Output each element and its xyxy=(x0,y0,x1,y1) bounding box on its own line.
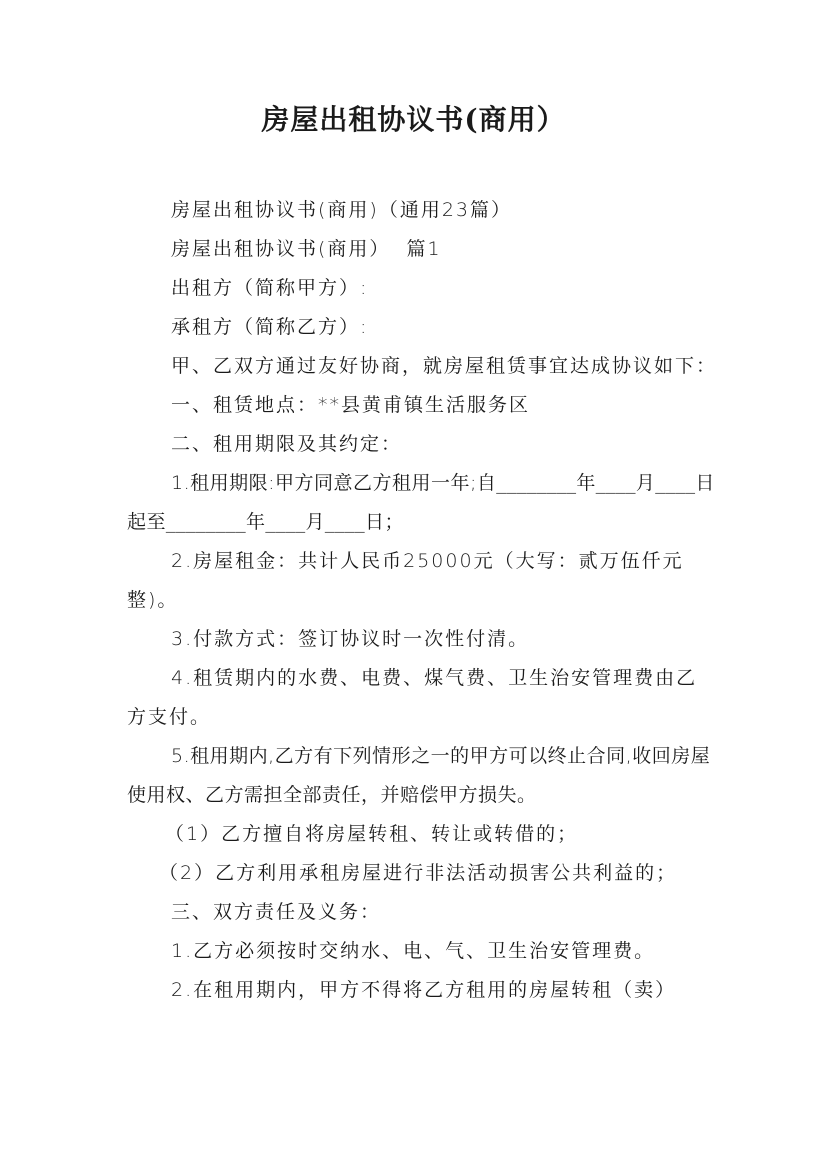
paragraph-section-heading: 房屋出租协议书(商用） 篇1 xyxy=(171,238,442,260)
document-title: 房屋出租协议书(商用） xyxy=(261,103,566,136)
paragraph-term-period: 1.租用期限:甲方同意乙方租用一年;自________年____月____日起至________年____月____日； xyxy=(127,472,715,533)
paragraph-payment: 3.付款方式：签订协议时一次性付清。 xyxy=(171,628,530,650)
document-body xyxy=(127,191,717,1010)
paragraph-agreement-intro: 甲、乙双方通过友好协商，就房屋租赁事宜达成协议如下： xyxy=(171,355,718,377)
paragraph-clause-1: （1）乙方擅自将房屋转租、转让或转借的； xyxy=(165,823,579,845)
paragraph-rent: 2.房屋租金：共计人民币25000元（大写：贰万伍仟元整)。 xyxy=(127,550,684,611)
paragraph-term-heading: 二、租用期限及其约定： xyxy=(171,433,403,455)
paragraph-duty-2: 2.在租用期内，甲方不得将乙方租用的房屋转租（卖） xyxy=(171,979,677,1001)
paragraph-subtitle: 房屋出租协议书(商用)（通用23篇） xyxy=(171,199,513,221)
paragraph-duty-1: 1.乙方必须按时交纳水、电、气、卫生治安管理费。 xyxy=(171,940,656,962)
paragraph-termination: 5.租用期内,乙方有下列情形之一的甲方可以终止合同,收回房屋使用权、乙方需担全部责任，并赔偿甲方损失。 xyxy=(127,745,711,806)
paragraph-duties-heading: 三、双方责任及义务： xyxy=(171,901,382,923)
paragraph-lessor: 出租方（简称甲方）: xyxy=(171,277,369,299)
paragraph-utilities: 4.租赁期内的水费、电费、煤气费、卫生治安管理费由乙方支付。 xyxy=(127,667,698,728)
paragraph-location: 一、租赁地点：**县黄甫镇生活服务区 xyxy=(171,394,531,416)
paragraph-lessee: 承租方（简称乙方）: xyxy=(171,316,369,338)
paragraph-clause-2: （2）乙方利用承租房屋进行非法活动损害公共利益的； xyxy=(159,862,678,884)
